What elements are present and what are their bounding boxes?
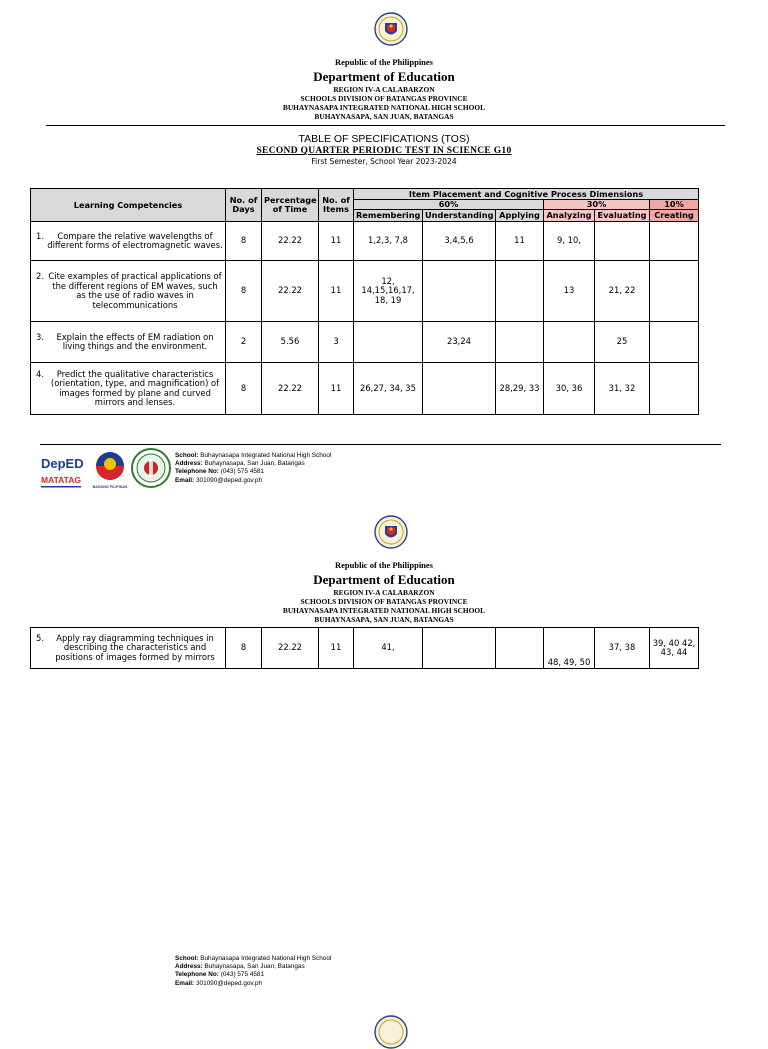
department-line: Department of Education: [313, 69, 455, 84]
school-contact-block: [175, 452, 331, 485]
competency-number: 3.: [36, 331, 44, 342]
competency-text: Explain the effects of EM radiation on living things and the environment.: [56, 331, 214, 351]
school-contact-block-page-2: [175, 955, 331, 988]
table-header-row: [31, 189, 699, 200]
header-placement: Item Placement and Cognitive Process Dimensions: [354, 189, 699, 200]
letterhead: [0, 57, 768, 121]
understanding-cell: [423, 261, 496, 322]
address-line: BUHAYNASAPA, SAN JUAN, BATANGAS: [314, 615, 454, 624]
percentage-cell: 5.56: [262, 322, 319, 363]
department-line: Department of Education: [313, 572, 455, 587]
days-cell: 2: [226, 322, 262, 363]
tos-table-continued: [30, 627, 699, 669]
percentage-cell: 22.22: [262, 222, 319, 261]
applying-cell: 28,29, 33: [496, 363, 544, 415]
competency-cell: [31, 222, 226, 261]
days-cell: 8: [226, 222, 262, 261]
tos-subtitle: SECOND QUARTER PERIODIC TEST IN SCIENCE G10: [256, 146, 512, 156]
analyzing-cell: 9, 10,: [544, 222, 595, 261]
telephone-label: Telephone No:: [175, 468, 219, 476]
tos-semester: First Semester, School Year 2023-2024: [311, 157, 457, 166]
header-group-10: 10%: [650, 200, 699, 210]
remembering-cell: 26,27, 34, 35: [354, 363, 423, 415]
days-cell: 8: [226, 628, 262, 669]
bagong-pilipinas-logo-icon: [91, 450, 129, 490]
competency-text: Cite examples of practical applications of the different regions of EM waves, such as the use of radio waves in telecommunications: [48, 271, 222, 310]
school-seal-icon: [131, 448, 171, 488]
analyzing-cell: 48, 49, 50: [544, 628, 595, 669]
deped-matatag-logo-icon: [40, 452, 86, 492]
competency-cell: [31, 261, 226, 322]
table-row: [31, 322, 699, 363]
competency-text: Predict the qualitative characteristics (orientation, type, and magnification) of images formed by plane and curved mirrors and lenses.: [50, 368, 220, 407]
header-percentage: Percentage of Time: [262, 189, 319, 222]
header-applying: Applying: [496, 210, 544, 222]
applying-cell: [496, 261, 544, 322]
percentage-cell: 22.22: [262, 363, 319, 415]
tos-table: [30, 188, 699, 415]
creating-cell: [650, 363, 699, 415]
email-label: Email:: [175, 476, 195, 484]
school-value: Buhaynasapa Integrated National High School: [200, 955, 332, 962]
republic-line: Republic of the Philippines: [334, 560, 433, 570]
competency-text: Compare the relative wavelengths of different forms of electromagnetic waves.: [47, 230, 223, 250]
header-group-60: 60%: [354, 200, 544, 210]
table-row: [31, 222, 699, 261]
telephone-value: (043) 575 4581: [220, 971, 265, 979]
applying-cell: 11: [496, 222, 544, 261]
evaluating-cell: 37, 38: [595, 628, 650, 669]
region-line: REGION IV-A CALABARZON: [333, 85, 435, 94]
header-understanding: Understanding: [423, 210, 496, 222]
bagong-pilipinas-text: BAGONG PILIPINAS: [92, 485, 128, 489]
competency-number: 2.: [36, 271, 44, 281]
header-evaluating: Evaluating: [595, 210, 650, 222]
days-cell: 8: [226, 363, 262, 415]
header-days: No. of Days: [226, 189, 262, 222]
items-cell: 11: [319, 261, 354, 322]
evaluating-cell: 25: [595, 322, 650, 363]
understanding-cell: 23,24: [423, 322, 496, 363]
address-label: Address:: [175, 460, 203, 468]
evaluating-cell: [595, 222, 650, 261]
telephone-label: Telephone No:: [175, 971, 219, 979]
competency-text: Apply ray diagramming techniques in describing the characteristics and positions of images formed by mirrors: [55, 632, 215, 662]
matatag-logo-text: MATATAG: [41, 475, 81, 485]
creating-cell: [650, 222, 699, 261]
remembering-cell: 41,: [354, 628, 423, 669]
competency-number: 1.: [36, 230, 44, 241]
days-cell: 8: [226, 261, 262, 322]
creating-cell: 39, 40 42, 43, 44: [650, 628, 699, 669]
competency-number: 5.: [36, 632, 44, 643]
deped-seal-icon: [374, 515, 408, 549]
items-cell: 11: [319, 222, 354, 261]
header-analyzing: Analyzing: [544, 210, 595, 222]
header-divider: [46, 125, 725, 126]
letterhead-page-2: [0, 560, 768, 624]
table-row: [31, 261, 699, 322]
items-cell: 11: [319, 628, 354, 669]
competency-cell: [31, 363, 226, 415]
analyzing-cell: 13: [544, 261, 595, 322]
analyzing-cell: [544, 322, 595, 363]
creating-cell: [650, 261, 699, 322]
analyzing-cell: 30, 36: [544, 363, 595, 415]
applying-cell: [496, 322, 544, 363]
address-label: Address:: [175, 963, 203, 971]
division-line: SCHOOLS DIVISION OF BATANGAS PROVINCE: [300, 94, 468, 103]
footer-divider: [40, 444, 721, 445]
deped-seal-icon: [374, 12, 408, 46]
deped-logo-text: DepED: [41, 456, 84, 471]
header-creating: Creating: [650, 210, 699, 222]
header-group-30: 30%: [544, 200, 650, 210]
competency-cell: [31, 628, 226, 669]
region-line: REGION IV-A CALABARZON: [333, 588, 435, 597]
school-line: BUHAYNASAPA INTEGRATED NATIONAL HIGH SCHOOL: [282, 606, 486, 615]
school-line: BUHAYNASAPA INTEGRATED NATIONAL HIGH SCHOOL: [282, 103, 486, 112]
remembering-cell: [354, 322, 423, 363]
percentage-cell: 22.22: [262, 261, 319, 322]
competency-cell: [31, 322, 226, 363]
evaluating-cell: 31, 32: [595, 363, 650, 415]
evaluating-cell: 21, 22: [595, 261, 650, 322]
percentage-cell: 22.22: [262, 628, 319, 669]
republic-line: Republic of the Philippines: [334, 57, 433, 67]
tos-title: TABLE OF SPECIFICATIONS (TOS): [298, 133, 470, 145]
email-value[interactable]: 301090@deped.gov.ph: [195, 476, 263, 484]
competency-number: 4.: [36, 368, 44, 379]
school-label: School:: [175, 452, 199, 459]
creating-cell: [650, 322, 699, 363]
items-cell: 11: [319, 363, 354, 415]
school-value: Buhaynasapa Integrated National High School: [200, 452, 332, 459]
deped-seal-icon: [374, 1015, 408, 1049]
email-label: Email:: [175, 979, 195, 987]
table-row: [31, 628, 699, 669]
address-value: Buhaynasapa, San Juan, Batangas: [204, 963, 305, 971]
address-value: Buhaynasapa, San Juan, Batangas: [204, 460, 305, 468]
header-items: No. of Items: [319, 189, 354, 222]
items-cell: 3: [319, 322, 354, 363]
header-remembering: Remembering: [354, 210, 423, 222]
school-label: School:: [175, 955, 199, 962]
table-row: [31, 363, 699, 415]
understanding-cell: [423, 363, 496, 415]
division-line: SCHOOLS DIVISION OF BATANGAS PROVINCE: [300, 597, 468, 606]
telephone-value: (043) 575 4581: [220, 468, 265, 476]
understanding-cell: [423, 628, 496, 669]
header-competencies: Learning Competencies: [31, 189, 226, 222]
remembering-cell: 1,2,3, 7,8: [354, 222, 423, 261]
applying-cell: [496, 628, 544, 669]
understanding-cell: 3,4,5,6: [423, 222, 496, 261]
tos-title-block: [0, 133, 768, 166]
email-value[interactable]: 301090@deped.gov.ph: [195, 979, 263, 987]
address-line: BUHAYNASAPA, SAN JUAN, BATANGAS: [314, 112, 454, 121]
remembering-cell: 12, 14,15,16,17, 18, 19: [354, 261, 423, 322]
